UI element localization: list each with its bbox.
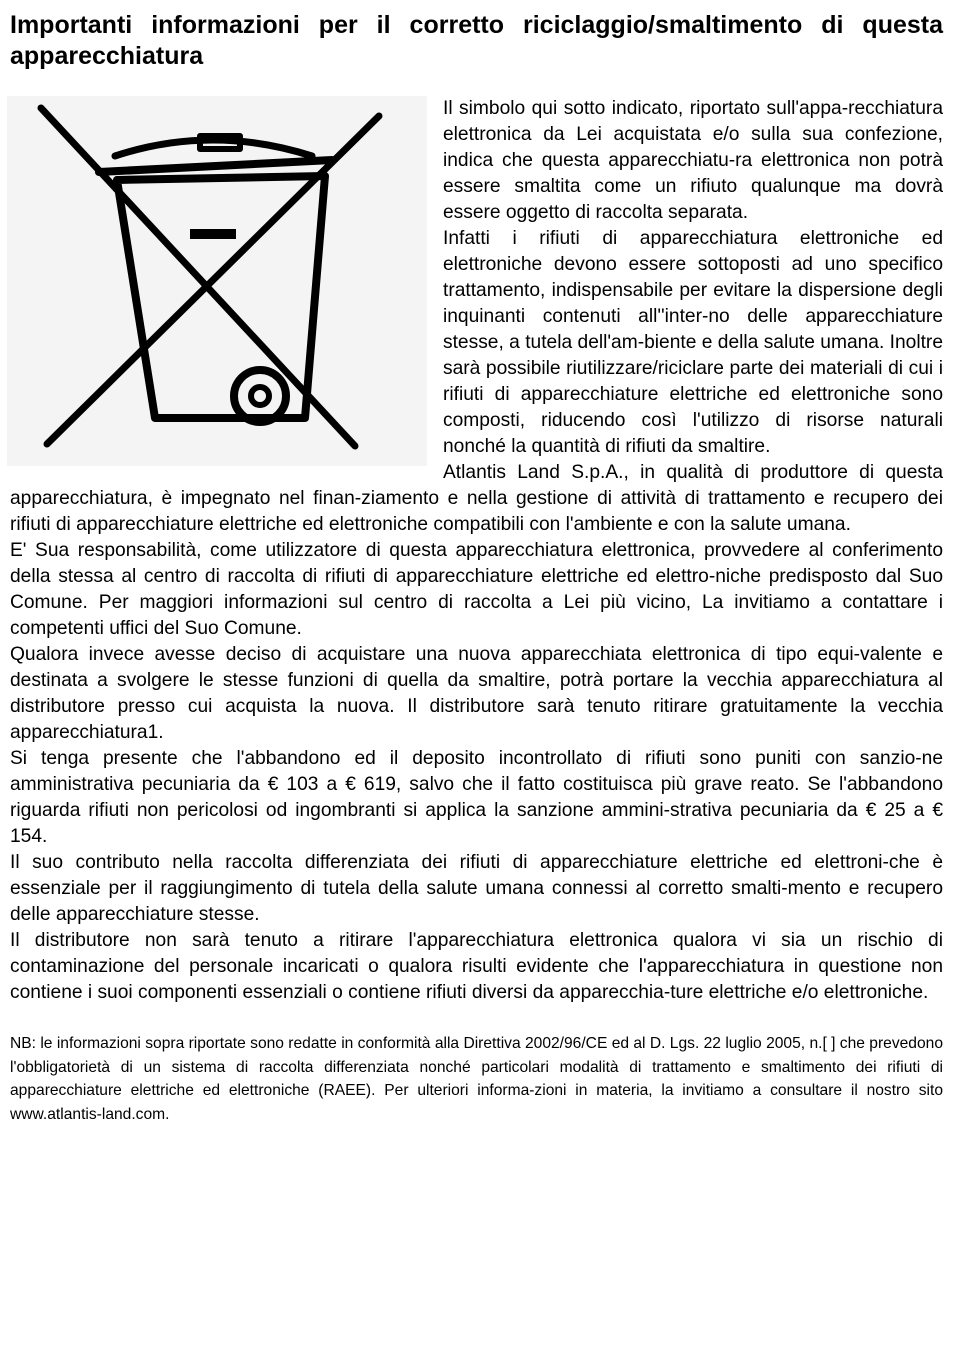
- document-body: [10, 96, 943, 1006]
- paragraph-symbol-intro: Il simbolo qui sotto indicato, riportato sull'appa-recchiatura elettronica da Lei acquistata e/o sulla sua confezione, indica che questa apparecchiatu-ra elettronica non potrà essere smaltita come un rifiuto qualunque ma dovrà essere oggetto di raccolta separata.: [443, 98, 943, 223]
- paragraph-contribution: Il suo contributo nella raccolta differenziata dei rifiuti di apparecchiature elettriche ed elettroni-che è essenziale per il raggiungimento di tutela della salute umana connessi al corretto smalti-mento e recupero delle apparecchiature stesse.: [10, 852, 943, 925]
- paragraph-return-to-distributor: Qualora invece avesse deciso di acquistare una nuova apparecchiata elettronica di tipo equi-valente e destinata a svolgere le stesse funzioni di quella da smaltire, potrà portare la vecchia apparecchiatura al distributore presso cui acquista la nuova. Il distributore sarà tenuto ritirare gratuitamente la vecchia apparecchiatura1.: [10, 644, 943, 743]
- paragraph-user-responsibility: E' Sua responsabilità, come utilizzatore di questa apparecchiatura elettronica, provvedere al conferimento della stessa al centro di raccolta di rifiuti di apparecchiature elettriche ed elettro-niche predisposto dal Suo Comune. Per maggiori informazioni sul centro di raccolta a Lei più vicino, La invitiamo a contattare i competenti uffici del Suo Comune.: [10, 540, 943, 639]
- legal-note: NB: le informazioni sopra riportate sono redatte in conformità alla Direttiva 2002/96/CE ed al D. Lgs. 22 luglio 2005, n.[ ] che prevedono l'obbligatorietà di un sistema di raccolta differenziata nonché particolari modalità di trattamento e smaltimento dei rifiuti di apparecchiature elettriche ed elettroniche (RAEE). Per ulteriori informa-zioni in materia, la invitiamo a consultare il nostro sito www.atlantis-land.com.: [10, 1035, 943, 1123]
- crossed-out-wheelie-bin-icon: [7, 96, 427, 466]
- paragraph-special-treatment: Infatti i rifiuti di apparecchiatura elettroniche ed elettroniche devono essere sottoposti ad uno specifico trattamento, indispensabile per evitare la dispersione degli inquinanti contenuti all''inter-no delle apparecchiature stesse, a tutela dell'am-biente e della salute umana. Inoltre sarà possibile riutilizzare/riciclare parte dei materiali di cui i rifiuti di apparecchiature elettriche ed elettroniche sono composti, riducendo così l'utilizzo di risorse naturali nonché la quantità di rifiuti da smaltire.: [443, 228, 943, 457]
- document-page: [10, 10, 943, 1126]
- paragraph-producer-commitment: Atlantis Land S.p.A., in qualità di produttore di questa apparecchiatura, è impegnato nel finan-ziamento e nella gestione di attività di trattamento e recupero dei rifiuti di apparecchiature elettriche ed elettroniche compatibili con l'ambiente e con la salute umana.: [10, 462, 943, 535]
- paragraph-sanctions: Si tenga presente che l'abbandono ed il deposito incontrollato di rifiuti sono puniti con sanzio-ne amministrativa pecuniaria da € 103 a € 619, salvo che il fatto costituisca più grave reato. Se l'abbandono riguarda rifiuti non pericolosi od ingombranti si applica la sanzione ammini-strativa pecuniaria da € 25 a € 154.: [10, 748, 943, 847]
- paragraph-distributor-exceptions: Il distributore non sarà tenuto a ritirare l'apparecchiatura elettronica qualora vi sia un rischio di contaminazione del personale incaricati o qualora risulti evidente che l'apparecchiatura in questione non contiene i suoi componenti essenziali o contiene rifiuti diversi da apparecchia-ture elettriche e/o elettroniche.: [10, 930, 943, 1003]
- document-title: Importanti informazioni per il corretto riciclaggio/smaltimento di questa apparecchiatura: [10, 11, 943, 70]
